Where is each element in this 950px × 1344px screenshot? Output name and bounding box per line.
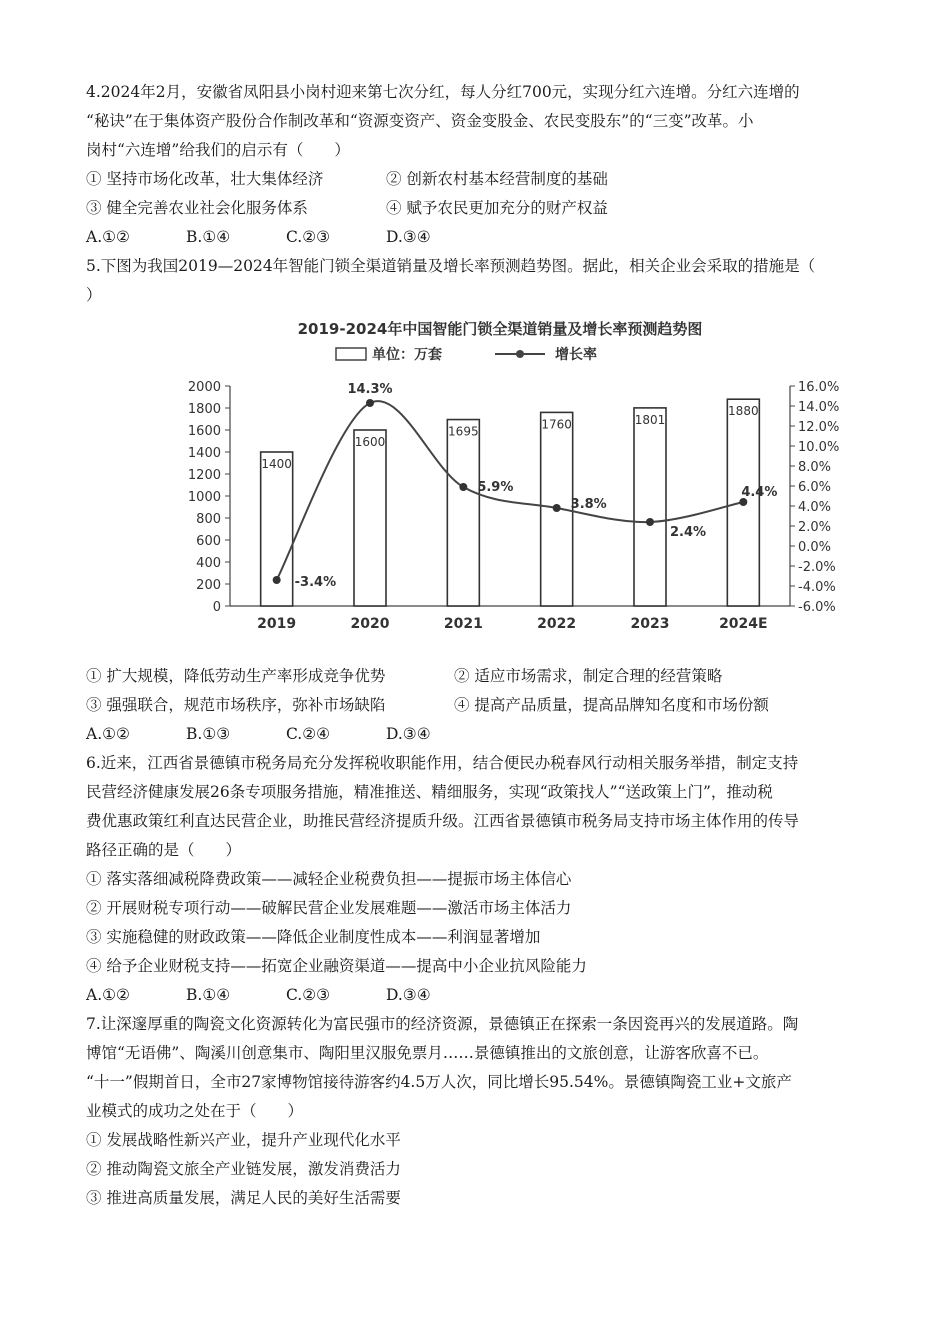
right-tick-label: 4.0% <box>798 500 832 515</box>
left-tick-label: 2000 <box>187 380 221 395</box>
bar-value-label: 1801 <box>634 412 666 427</box>
question-5 <box>86 252 876 749</box>
q6-stem-line: 6.近来，江西省景德镇市税务局充分发挥税收职能作用，结合便民办税春风行动相关服务举措，制定支持 <box>86 754 799 772</box>
x-axis-label: 2023 <box>630 616 670 632</box>
q5-option-4: ④ 提高产品质量，提高品牌知名度和市场份额 <box>454 696 769 714</box>
bar-value-label: 1695 <box>448 424 479 439</box>
q6-option-4: ④ 给予企业财税支持——拓宽企业融资渠道——提高中小企业抗风险能力 <box>86 957 587 975</box>
growth-rate-point <box>366 399 374 407</box>
left-tick-label: 200 <box>196 578 221 593</box>
right-tick-label: -2.0% <box>798 560 836 575</box>
q7-stem-line: 博馆“无语佛”、陶溪川创意集市、陶阳里汉服免票月……景德镇推出的文旅创意，让游客欣喜不已。 <box>86 1044 769 1062</box>
q7-option-3: ③ 推进高质量发展，满足人民的美好生活需要 <box>86 1189 401 1207</box>
left-tick-label: 1000 <box>187 490 221 505</box>
right-tick-label: 14.0% <box>798 400 840 415</box>
left-tick-label: 0 <box>212 600 221 615</box>
q6-choice-b: B.①④ <box>186 986 231 1004</box>
q4-option-3: ③ 健全完善农业社会化服务体系 <box>86 199 308 217</box>
q7-stem-line: 7.让深邃厚重的陶瓷文化资源转化为富民强市的经济资源，景德镇正在探索一条因瓷再兴的发展道路。陶 <box>86 1015 799 1033</box>
right-tick-label: 10.0% <box>798 440 840 455</box>
bar-value-label: 1600 <box>354 435 386 449</box>
q6-stem-line: 费优惠政策红利直达民营企业，助推民营经济提质升级。江西省景德镇市税务局支持市场主体作用的传导 <box>86 812 800 830</box>
x-axis-label: 2021 <box>443 616 483 632</box>
q5-stem-line: 5.下图为我国2019—2024年智能门锁全渠道销量及增长率预测趋势图。据此，相关企业会采取的措施是（ <box>86 257 816 275</box>
growth-rate-label: 2.4% <box>670 525 707 540</box>
growth-rate-label: 5.9% <box>477 480 514 495</box>
bar-value-label: 1400 <box>261 457 292 471</box>
question-7 <box>86 1010 876 1213</box>
sales-chart <box>150 316 850 656</box>
left-tick-label: 1600 <box>187 424 221 439</box>
growth-rate-point <box>553 504 561 512</box>
left-tick-label: 600 <box>196 534 221 549</box>
left-tick-label: 800 <box>196 512 221 527</box>
q5-stem-line: ） <box>86 286 102 304</box>
q6-choice-c: C.②③ <box>286 986 331 1004</box>
bar-value-label: 1880 <box>728 404 759 419</box>
growth-rate-label: -3.4% <box>294 575 337 590</box>
q7-stem-line: 业模式的成功之处在于（ ） <box>86 1102 304 1120</box>
right-tick-label: 16.0% <box>798 380 840 395</box>
q4-choice-b: B.①④ <box>186 228 231 246</box>
q4-stem-line: “秘诀”在于集体资产股份合作制改革和“资源变资产、资金变股金、农民变股东”的“三变”改革。小 <box>86 112 754 130</box>
q4-option-1: ① 坚持市场化改革，壮大集体经济 <box>86 170 324 188</box>
q6-option-3: ③ 实施稳健的财政政策——降低企业制度性成本——利润显著增加 <box>86 928 541 946</box>
legend-line-label: 增长率 <box>555 347 597 363</box>
q6-option-1: ① 落实落细减税降费政策——减轻企业税费负担——提振市场主体信心 <box>86 870 572 888</box>
q7-stem-line: “十一”假期首日，全市27家博物馆接待游客约4.5万人次，同比增长95.54%。景德镇陶瓷工业+文旅产 <box>86 1073 792 1091</box>
right-tick-label: -4.0% <box>798 580 836 595</box>
left-tick-label: 400 <box>196 556 221 571</box>
q4-option-4: ④ 赋予农民更加充分的财产权益 <box>386 199 608 217</box>
q6-stem-line: 路径正确的是（ ） <box>86 841 242 859</box>
growth-rate-point <box>273 576 281 584</box>
left-tick-label: 1400 <box>187 446 221 461</box>
q7-option-2: ② 推动陶瓷文旅全产业链发展，激发消费活力 <box>86 1160 401 1178</box>
q4-stem-line: 岗村“六连增”给我们的启示有（ ） <box>86 141 350 159</box>
q4-option-2: ② 创新农村基本经营制度的基础 <box>386 170 608 188</box>
q5-choice-b: B.①③ <box>186 725 231 743</box>
chart-svg <box>150 316 850 656</box>
x-axis-label: 2024E <box>719 616 768 632</box>
sales-bar <box>634 408 666 606</box>
right-tick-label: 6.0% <box>798 480 832 495</box>
q4-choice-a: A.①② <box>86 228 130 246</box>
growth-rate-label: 4.4% <box>741 485 778 500</box>
q5-choice-d: D.③④ <box>386 725 431 743</box>
left-tick-label: 1800 <box>187 402 221 417</box>
q5-choice-c: C.②④ <box>286 725 331 743</box>
x-axis-label: 2020 <box>350 616 390 632</box>
left-tick-label: 1200 <box>187 468 221 483</box>
q5-choice-a: A.①② <box>86 725 130 743</box>
x-axis-label: 2022 <box>537 616 577 632</box>
q6-choice-d: D.③④ <box>386 986 431 1004</box>
right-tick-label: 0.0% <box>798 540 832 555</box>
q4-choice-c: C.②③ <box>286 228 331 246</box>
question-6 <box>86 749 876 1010</box>
question-4 <box>86 78 876 252</box>
q4-stem-line: 4.2024年2月，安徽省凤阳县小岗村迎来第七次分红，每人分红700元，实现分红六连增。分红六连增的 <box>86 83 800 101</box>
q5-option-3: ③ 强强联合，规范市场秩序，弥补市场缺陷 <box>86 696 386 714</box>
growth-rate-point <box>459 483 467 491</box>
bar-value-label: 1760 <box>541 417 572 432</box>
q6-choice-a: A.①② <box>86 986 130 1004</box>
chart-title: 2019-2024年中国智能门锁全渠道销量及增长率预测趋势图 <box>297 320 703 338</box>
right-tick-label: 8.0% <box>798 460 832 475</box>
right-tick-label: 2.0% <box>798 520 832 535</box>
q7-option-1: ① 发展战略性新兴产业，提升产业现代化水平 <box>86 1131 401 1149</box>
growth-rate-point <box>646 518 654 526</box>
q5-option-2: ② 适应市场需求，制定合理的经营策略 <box>454 667 723 685</box>
right-tick-label: 12.0% <box>798 420 840 435</box>
sales-bar <box>354 430 386 606</box>
q6-option-2: ② 开展财税专项行动——破解民营企业发展难题——激活市场主体活力 <box>86 899 572 917</box>
legend-line-marker <box>516 350 524 358</box>
growth-rate-label: 3.8% <box>570 497 607 512</box>
legend-bar-swatch <box>336 348 366 360</box>
q4-choice-d: D.③④ <box>386 228 431 246</box>
x-axis-label: 2019 <box>257 616 297 632</box>
legend-bar-label: 单位：万套 <box>372 347 442 363</box>
q6-stem-line: 民营经济健康发展26条专项服务措施，精准推送、精细服务，实现“政策找人”“送政策上门”，推动税 <box>86 783 773 801</box>
exam-page <box>86 78 876 1213</box>
q5-option-1: ① 扩大规模，降低劳动生产率形成竞争优势 <box>86 667 386 685</box>
right-tick-label: -6.0% <box>798 600 836 615</box>
sales-bar <box>447 420 479 606</box>
growth-rate-label: 14.3% <box>347 382 393 397</box>
